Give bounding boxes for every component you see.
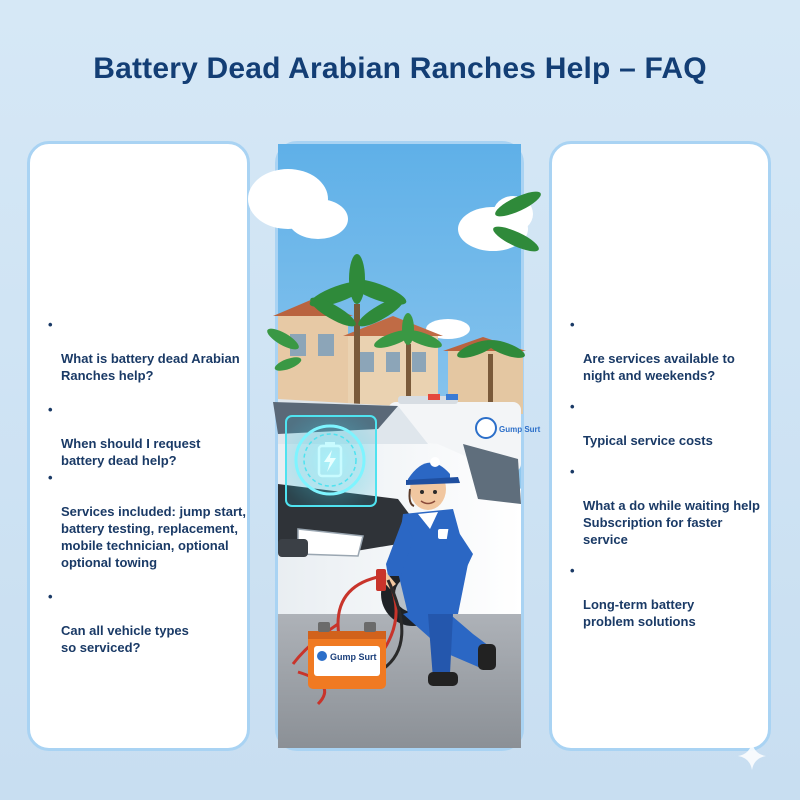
faq-item[interactable]: [568, 562, 768, 630]
faq-question: What is battery dead Arabian Ranches help?: [61, 351, 240, 383]
faq-item[interactable]: [46, 401, 246, 469]
illustration-card: [275, 141, 541, 751]
bullet-icon: •: [570, 464, 575, 479]
faq-item[interactable]: [568, 463, 768, 548]
faq-question: Services included: jump start, battery testing, replacement, mobile technician, optional optional towing: [61, 504, 246, 570]
faq-item[interactable]: [568, 316, 768, 384]
bullet-icon: •: [48, 402, 53, 417]
faq-item[interactable]: [568, 398, 768, 449]
page-title: Battery Dead Arabian Ranches Help – FAQ: [93, 52, 707, 85]
faq-question: Long-term battery problem solutions: [583, 597, 696, 629]
faq-question: What a do while waiting help Subscription for faster service: [583, 498, 760, 547]
faq-question: Typical service costs: [583, 433, 713, 448]
car-battery: [308, 622, 386, 689]
faq-item[interactable]: [46, 316, 246, 384]
faq-card-right: [549, 141, 771, 751]
van-logo-text: Gump Surt: [499, 425, 541, 434]
faq-item[interactable]: [46, 588, 246, 656]
battery-logo-text: Gump Surt: [330, 652, 377, 662]
faq-card-left: [27, 141, 250, 751]
bullet-icon: •: [48, 589, 53, 604]
roadside-technician-illustration: [278, 144, 541, 748]
faq-question: When should I request battery dead help?: [61, 436, 201, 468]
bullet-icon: •: [48, 317, 53, 332]
bullet-icon: •: [48, 470, 53, 485]
bullet-icon: •: [570, 399, 575, 414]
sparkle-icon: [738, 742, 766, 770]
faq-list-right: [568, 316, 768, 630]
bullet-icon: •: [570, 317, 575, 332]
bullet-icon: •: [570, 563, 575, 578]
faq-item[interactable]: [46, 469, 246, 571]
faq-list-left: [46, 316, 246, 656]
cable-clamp: [376, 569, 386, 591]
faq-question: Can all vehicle types so serviced?: [61, 623, 189, 655]
battery-charging-icon: [286, 416, 376, 506]
faq-question: Are services available to night and weekends?: [583, 351, 735, 383]
